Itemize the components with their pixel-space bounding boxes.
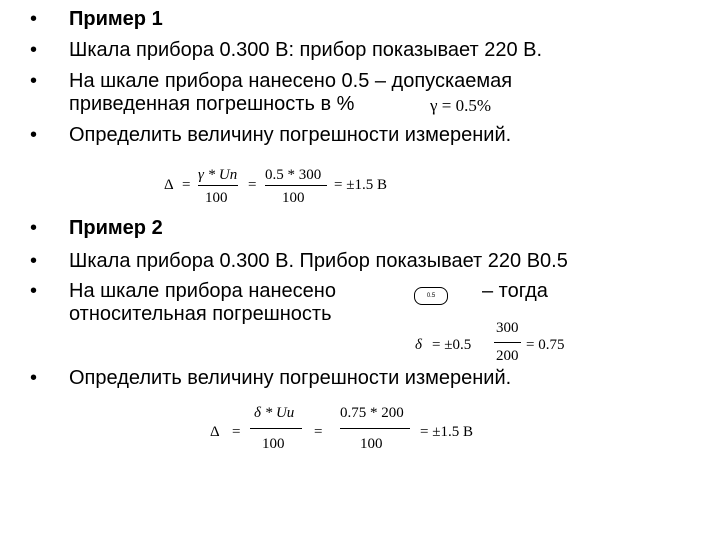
- formula2-eq2: =: [314, 424, 323, 440]
- formula2-eq1: =: [232, 424, 241, 440]
- rel-delta: δ: [415, 337, 422, 353]
- bullet: •: [30, 217, 38, 239]
- formula2-bar1: [250, 428, 302, 429]
- bullet: •: [30, 367, 38, 389]
- gamma-formula: γ = 0.5%: [430, 96, 492, 115]
- formula1-delta: Δ: [164, 177, 174, 193]
- rel-bar: [494, 342, 521, 343]
- formula1-den2: 100: [282, 190, 305, 206]
- example1-line2b: приведенная погрешность в %: [69, 93, 355, 115]
- formula2-result: = ±1.5 B: [420, 424, 473, 440]
- example1-line3: Определить величину погрешности измерений.: [69, 124, 512, 146]
- formula2-den1: 100: [262, 436, 285, 452]
- example2-line2a-suffix: – тогда: [482, 280, 548, 302]
- bullet: •: [30, 280, 38, 302]
- formula1-bar1: [198, 185, 238, 186]
- example2-line1: Шкала прибора 0.300 В. Прибор показывает 220 В0.5: [69, 250, 568, 272]
- rel-result: = 0.75: [526, 337, 565, 353]
- formula2-delta: Δ: [210, 424, 220, 440]
- bullet: •: [30, 124, 38, 146]
- rel-eq: = ±0.5: [432, 337, 472, 353]
- formula2-num2: 0.75 * 200: [340, 405, 404, 421]
- formula2-den2: 100: [360, 436, 383, 452]
- rel-den: 200: [496, 348, 519, 364]
- example1-line2a: На шкале прибора нанесено 0.5 – допускаемая: [69, 70, 513, 92]
- example1-line1: Шкала прибора 0.300 В: прибор показывает 220 В.: [69, 39, 543, 61]
- formula1-den1: 100: [205, 190, 228, 206]
- formula2-num1: δ * Uu: [254, 405, 295, 421]
- formula1-num2: 0.5 * 300: [265, 167, 322, 183]
- example2-line2a: На шкале прибора нанесено: [69, 280, 336, 302]
- formula1-num1: γ * Un: [198, 167, 238, 183]
- formula1-bar2: [265, 185, 327, 186]
- bullet: •: [30, 70, 38, 92]
- rel-num: 300: [496, 320, 519, 336]
- bullet: •: [30, 8, 38, 30]
- example2-line2b: относительная погрешность: [69, 303, 332, 325]
- example1-title: Пример 1: [69, 8, 163, 30]
- formula1-result: = ±1.5 B: [334, 177, 387, 193]
- example2-line3: Определить величину погрешности измерений.: [69, 367, 512, 389]
- bullet: •: [30, 39, 38, 61]
- formula1-eq2: =: [248, 177, 257, 193]
- example2-title: Пример 2: [69, 217, 163, 239]
- formula2-bar2: [340, 428, 410, 429]
- formula1-eq1: =: [182, 177, 191, 193]
- accuracy-class-badge: 0.5: [414, 287, 448, 305]
- bullet: •: [30, 250, 38, 272]
